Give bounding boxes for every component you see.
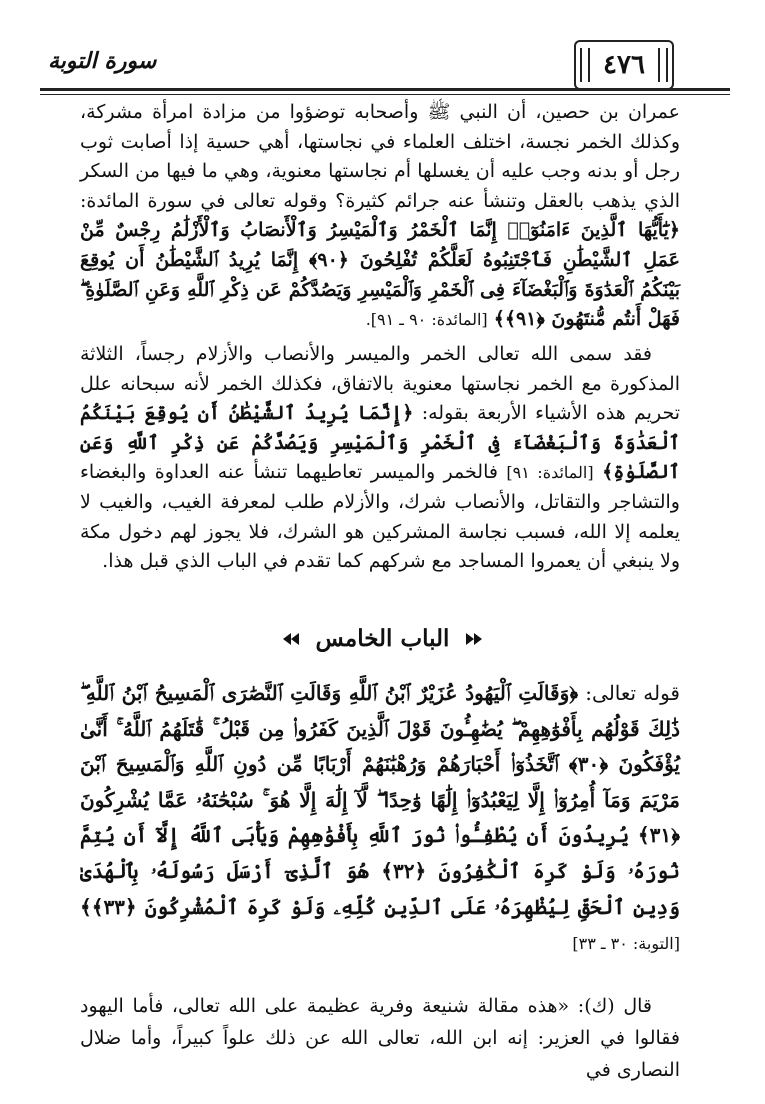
text-line: المذكورة مع الخمر نجاستها معنوية بالاتفاق، فكذلك الخمر لأنه سبحانه علل [80, 372, 680, 395]
quran-verse: ﴿إِنَّمَا يُرِيدُ ٱلشَّيْطَٰنُ أَن يُوقِعَ بَيْنَكُمُ ٱلْعَدَٰوَةَ وَٱلْبَغْضَآءَ فِى ٱلْخَمْرِ وَٱلْمَيْسِرِ وَيَصُدَّكُمْ عَن ذِكْرِ ٱللَّهِ وَعَنِ ٱلصَّلَوٰةِ﴾ [80, 402, 680, 484]
verse-intro: قوله تعالى: [585, 681, 680, 705]
text-line: قال (ك): «هذه مقالة شنيعة وفرية عظيمة على الله تعالى، فأما اليهود فقالوا [80, 995, 680, 1049]
text-line: عمران بن حصين، أن النبي ﷺ وأصحابه توضؤوا من مزادة امرأة مشركة، [80, 101, 680, 123]
header-rule-thin [40, 94, 730, 95]
header-rule [40, 88, 730, 91]
text-line: هو الشرك، فلا يجوز لهم دخول مكة ولا ينبغي أن يعمروا المساجد مع شركهم [80, 520, 680, 573]
text-line: تحريم هذه الأشياء الأربعة بقوله: [421, 402, 681, 425]
page-number: ٤٧٦ [574, 40, 674, 90]
text-line: فقد سمى الله تعالى الخمر والميسر والأنصاب والأزلام رجساً، الثلاثة [80, 343, 652, 365]
text-line: والأزلام طلب لمعرفة الغيب، والغيب لا يعلمه إلا الله، فسبب نجاسة المشركين [80, 490, 680, 543]
quran-verse: ﴿وَقَالَتِ ٱلْيَهُودُ عُزَيْرٌ ٱبْنُ ٱللَّهِ وَقَالَتِ ٱلنَّصَٰرَى ٱلْمَسِيحُ ٱبْنُ ٱللَّهِ ۖ ذَٰلِكَ قَوْلُهُم بِأَفْوَٰهِهِمْ ۖ يُضَٰهِـُٔونَ قَوْلَ ٱلَّذِينَ كَفَرُوا۟ مِن قَبْلُ ۚ قَٰتَلَهُمُ ٱللَّهُ ۚ أَنَّىٰ يُؤْفَكُونَ ﴿٣٠﴾ ٱتَّخَذُوٓا۟ أَحْبَارَهُمْ وَرُهْبَٰنَهُمْ أَرْبَابًا مِّن دُونِ ٱللَّهِ وَٱلْمَسِيحَ ٱبْنَ مَرْيَمَ وَمَآ أُمِرُوٓا۟ إِلَّا لِيَعْبُدُوٓا۟ إِلَٰهًا وَٰحِدًا ۖ لَّآ إِلَٰهَ إِلَّا هُوَ ۚ سُبْحَٰنَهُۥ عَمَّا يُشْرِكُونَ ﴿٣١﴾ يُرِيدُونَ أَن يُطْفِـُٔوا۟ نُورَ ٱللَّهِ بِأَفْوَٰهِهِمْ وَيَأْبَى ٱللَّهُ إِلَّآ أَن يُتِمَّ نُورَهُۥ وَلَوْ كَرِهَ ٱلْكَٰفِرُونَ ﴿٣٢﴾ هُوَ ٱلَّذِىٓ أَرْسَلَ رَسُولَهُۥ بِٱلْهُدَىٰ وَدِينِ ٱلْحَقِّ لِيُظْهِرَهُۥ عَلَى ٱلدِّينِ كُلِّهِۦ وَلَوْ كَرِهَ ٱلْمُشْرِكُونَ ﴿٣٣﴾﴾ [80, 681, 680, 919]
text-line: فالخمر والميسر تعاطيهما تنشأ عنه العداوة والبغضاء والتشاجر والتقاتل، والأنصاب شرك، [80, 461, 680, 513]
text-line: الذي يذهب بالعقل وتنشأ عنه جرائم كثيرة؟ وقوله تعالى في سورة المائدة: [80, 189, 680, 212]
text-line: وكذلك الخمر نجسة، اختلف العلماء في نجاستها، أهي حسية إذا أصابت ثوب [80, 130, 680, 153]
chapter-heading [0, 625, 765, 652]
paragraph-3 [80, 676, 680, 962]
text-line: كما تقدم في الباب الذي قبل هذا. [102, 550, 363, 573]
page-header [40, 38, 730, 98]
surah-name: سورة التوبة [48, 48, 157, 74]
ornament-icon [465, 627, 483, 645]
verse-reference: [المائدة: ٩١] [506, 463, 594, 483]
verse-reference: [التوبة: ٣٠ ـ ٣٣] [572, 934, 680, 954]
text-line: رجل أو بدنه وجب عليه أن يغسلها أم نجاستها معنوية، وهي ما فيها من السكر [80, 160, 680, 183]
ornament-icon [282, 627, 300, 645]
paragraph-1 [80, 98, 680, 335]
verse-reference: [المائدة: ٩٠ ـ ٩١]. [365, 310, 488, 330]
paragraph-4 [80, 990, 680, 1086]
chapter-title: الباب الخامس [315, 625, 450, 652]
quran-verse: ﴿يَٰٓأَيُّهَا ٱلَّذِينَ ءَامَنُوٓا۟ إِنَّمَا ٱلْخَمْرُ وَٱلْمَيْسِرُ وَٱلْأَنصَابُ وَٱلْأَزْلَٰمُ رِجْسٌ مِّنْ عَمَلِ ٱلشَّيْطَٰنِ فَٱجْتَنِبُوهُ لَعَلَّكُمْ تُفْلِحُونَ ﴿٩٠﴾ إِنَّمَا يُرِيدُ ٱلشَّيْطَٰنُ أَن يُوقِعَ بَيْنَكُمُ ٱلْعَدَٰوَةَ وَٱلْبَغْضَآءَ فِى ٱلْخَمْرِ وَٱلْمَيْسِرِ وَيَصُدَّكُمْ عَن ذِكْرِ ٱللَّهِ وَعَنِ ٱلصَّلَوٰةِ ۖ فَهَلْ أَنتُم مُّنتَهُونَ ﴿٩١﴾﴾ [80, 219, 680, 331]
text-line: في العزير: إنه ابن الله، تعالى الله عن ذلك علواً كبيراً، وأما ضلال النصارى في [80, 1027, 680, 1081]
paragraph-2 [80, 340, 680, 577]
